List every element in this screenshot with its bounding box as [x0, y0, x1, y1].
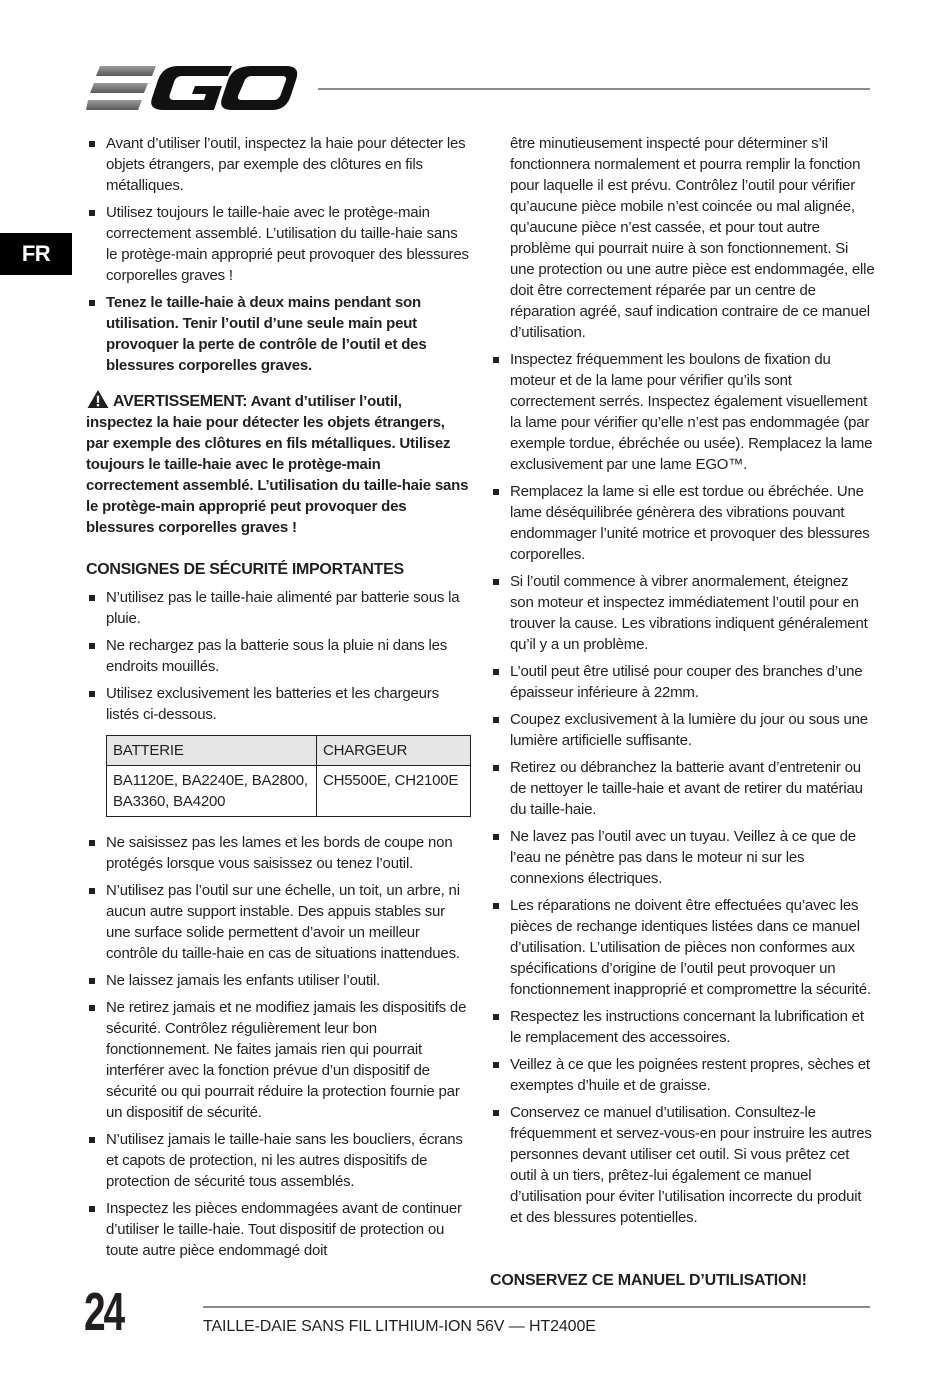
- list-item: Ne saisissez pas les lames et les bords de coupe non protégés lorsque vous saisissez ou tenez l’outil.: [86, 832, 471, 874]
- list-item: Si l’outil commence à vibrer anormalement, éteignez son moteur et inspectez immédiatement l’outil pour en trouver la cause. Les vibrations indiquent généralement qu’il y a un problème.: [490, 571, 875, 655]
- table-row: [107, 766, 471, 817]
- list-item: N’utilisez pas l’outil sur une échelle, un toit, un arbre, ni aucun autre support instable. Des appuis stables sur une surface solide permettent d’avoir un meilleur contrôle du taille-haie en cas de situations inattendues.: [86, 880, 471, 964]
- bullet-list: [86, 832, 471, 1261]
- table-header-cell: CHARGEUR: [317, 736, 471, 766]
- warning-label: AVERTISSEMENT:: [113, 393, 248, 410]
- footer-rule: [203, 1306, 870, 1308]
- list-item: Ne rechargez pas la batterie sous la pluie ni dans les endroits mouillés.: [86, 635, 471, 677]
- right-column: [490, 133, 875, 1234]
- language-tab: FR: [0, 233, 72, 275]
- footer-note: CONSERVEZ CE MANUEL D’UTILISATION!: [490, 1272, 807, 1289]
- list-item: Coupez exclusivement à la lumière du jour ou sous une lumière artificielle suffisante.: [490, 709, 875, 751]
- list-item: Retirez ou débranchez la batterie avant d’entretenir ou de nettoyer le taille-haie et avant de retirer du matériau du taille-haie.: [490, 757, 875, 820]
- warning-triangle-icon: [86, 389, 110, 409]
- footer-title: TAILLE-DAIE SANS FIL LITHIUM-ION 56V — HT2400E: [203, 1318, 596, 1335]
- list-item: Ne lavez pas l’outil avec un tuyau. Veillez à ce que de l’eau ne pénètre pas dans le moteur ni sur les connexions électriques.: [490, 826, 875, 889]
- battery-charger-table: [106, 735, 471, 817]
- list-item: Ne laissez jamais les enfants utiliser l’outil.: [86, 970, 471, 991]
- table-header-cell: BATTERIE: [107, 736, 317, 766]
- list-item: Conservez ce manuel d’utilisation. Consultez-le fréquemment et servez-vous-en pour instruire les autres personnes devant utiliser cet outil. Si vous prêtez cet outil à un tiers, prêtez-lui également ce manuel d’utilisation pour éviter l’utilisation incorrecte du produit et des blessures potentielles.: [490, 1102, 875, 1228]
- list-item: Les réparations ne doivent être effectuées qu’avec les pièces de rechange identiques listées dans ce manuel d’utilisation. L’utilisation de pièces non conformes aux spécifications d’origine de l’outil peut provoquer un fonctionnement inapproprié et compromettre la sécurité.: [490, 895, 875, 1000]
- list-item: Veillez à ce que les poignées restent propres, sèches et exemptes d’huile et de graisse.: [490, 1054, 875, 1096]
- section-heading: CONSIGNES DE SÉCURITÉ IMPORTANTES: [86, 561, 404, 578]
- table-cell: BA1120E, BA2240E, BA2800, BA3360, BA4200: [107, 766, 317, 817]
- list-item: Remplacez la lame si elle est tordue ou ébréchée. Une lame déséquilibrée génèrera des vibrations pouvant endommager l’unité motrice et provoquer des blessures corporelles.: [490, 481, 875, 565]
- list-item: Utilisez exclusivement les batteries et les chargeurs listés ci-dessous.: [86, 683, 471, 725]
- list-item: Tenez le taille-haie à deux mains pendant son utilisation. Tenir l’outil d’une seule main peut provoquer la perte de contrôle de l’outil et des blessures corporelles graves.: [86, 292, 471, 376]
- list-item: Inspectez fréquemment les boulons de fixation du moteur et de la lame pour vérifier qu’ils sont correctement serrés. Inspectez également visuellement la lame pour vérifier qu’elle n’est pas endommagée (par exemple tordue, ébréchée ou usée). Remplacez la lame exclusivement par une lame EGO™.: [490, 349, 875, 475]
- list-item: N’utilisez jamais le taille-haie sans les boucliers, écrans et capots de protection, ni les autres dispositifs de protection de sécurité tous assemblés.: [86, 1129, 471, 1192]
- list-item: Utilisez toujours le taille-haie avec le protège-main correctement assemblé. L’utilisation du taille-haie sans le protège-main approprié peut provoquer des blessures corporelles graves !: [86, 202, 471, 286]
- left-column: [86, 133, 471, 1267]
- list-item: L’outil peut être utilisé pour couper des branches d’une épaisseur inférieure à 22mm.: [490, 661, 875, 703]
- list-item: N’utilisez pas le taille-haie alimenté par batterie sous la pluie.: [86, 587, 471, 629]
- warning-block: [86, 389, 471, 538]
- bullet-list: [86, 587, 471, 725]
- bullet-list: [490, 349, 875, 1228]
- table-header-row: [107, 736, 471, 766]
- header-rule: [318, 88, 870, 90]
- ego-logo: [86, 62, 298, 114]
- list-item: Inspectez les pièces endommagées avant de continuer d’utiliser le taille-haie. Tout dispositif de protection ou toute autre pièce endommagé doit: [86, 1198, 471, 1261]
- bullet-list: [86, 133, 471, 376]
- continued-paragraph: être minutieusement inspecté pour déterminer s’il fonctionnera normalement et pourra remplir la fonction pour laquelle il est prévu. Contrôlez l’outil pour vérifier qu’aucune pièce mobile n’est coincée ou mal alignée, qu’aucune pièce n’est cassée, et pour tout autre problème qui pourrait nuire à son fonctionnement. Si une protection ou une autre pièce est endommagée, elle doit être correctement réparée par un centre de réparation agréé, sauf indication contraire de ce manuel d’utilisation.: [510, 135, 875, 341]
- list-item: Ne retirez jamais et ne modifiez jamais les dispositifs de sécurité. Contrôlez régulièrement leur bon fonctionnement. Ne faites jamais rien qui pourrait interférer avec la fonction prévue d’un dispositif de sécurité ou qui pourrait réduire la protection fournie par un dispositif de sécurité.: [86, 997, 471, 1123]
- page-number: 24: [84, 1282, 123, 1342]
- warning-text: Avant d’utiliser l’outil, inspectez la haie pour détecter les objets étrangers, par exemple des clôtures en fils métalliques. Utilisez toujours le taille-haie avec le protège-main correctement assemblé. L’utilisation du taille-haie sans le protège-main approprié peut provoquer des blessures corporelles graves !: [86, 393, 469, 536]
- table-cell: CH5500E, CH2100E: [317, 766, 471, 817]
- list-item: Avant d’utiliser l’outil, inspectez la haie pour détecter les objets étrangers, par exemple des clôtures en fils métalliques.: [86, 133, 471, 196]
- list-item: Respectez les instructions concernant la lubrification et le remplacement des accessoires.: [490, 1006, 875, 1048]
